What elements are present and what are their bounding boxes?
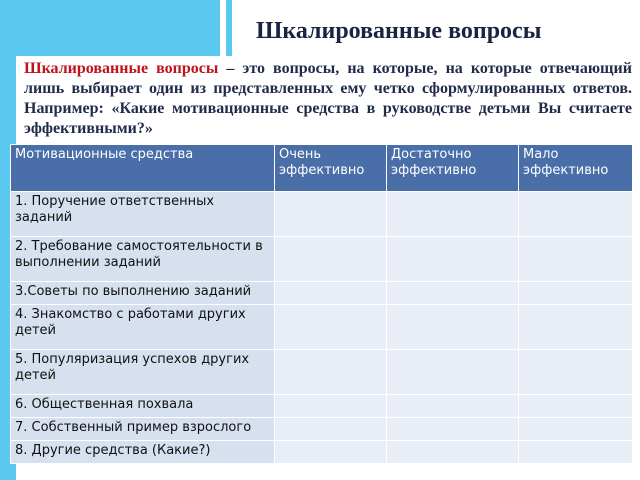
accent-divider <box>220 0 226 56</box>
slide-title: Шкалированные вопросы <box>256 18 542 44</box>
answer-cell-little-effective[interactable] <box>519 418 633 441</box>
answer-cell-fairly-effective[interactable] <box>387 282 519 305</box>
header-very-effective: Очень эффективно <box>275 145 387 192</box>
header-little-effective: Мало эффективно <box>519 145 633 192</box>
intro-text: – это вопросы, на которые, на которые отвечающий лишь выбирает один из представленных ему четко сформулированных ответов. Например: «Какие мотивационные средства в руководстве детьми Вы считаете эффективными?» <box>24 60 632 137</box>
table-row <box>11 237 633 282</box>
accent-bar-top <box>0 0 232 56</box>
row-label: 7. Собственный пример взрослого <box>11 418 275 441</box>
answer-cell-little-effective[interactable] <box>519 237 633 282</box>
table-row <box>11 192 633 237</box>
row-label: 8. Другие средства (Какие?) <box>11 441 275 464</box>
header-means: Мотивационные средства <box>11 145 275 192</box>
answer-cell-very-effective[interactable] <box>275 237 387 282</box>
table-row <box>11 282 633 305</box>
answer-cell-very-effective[interactable] <box>275 192 387 237</box>
answer-cell-little-effective[interactable] <box>519 305 633 350</box>
answer-cell-fairly-effective[interactable] <box>387 192 519 237</box>
table-row <box>11 441 633 464</box>
answer-cell-fairly-effective[interactable] <box>387 441 519 464</box>
answer-cell-fairly-effective[interactable] <box>387 237 519 282</box>
table-header-row <box>11 145 633 192</box>
answer-cell-very-effective[interactable] <box>275 282 387 305</box>
header-fairly-effective: Достаточно эффективно <box>387 145 519 192</box>
row-label: 5. Популяризация успехов других детей <box>11 350 275 395</box>
answer-cell-fairly-effective[interactable] <box>387 418 519 441</box>
table-row <box>11 395 633 418</box>
answer-cell-very-effective[interactable] <box>275 350 387 395</box>
intro-term: Шкалированные вопросы <box>24 60 219 77</box>
answer-cell-fairly-effective[interactable] <box>387 305 519 350</box>
answer-cell-little-effective[interactable] <box>519 395 633 418</box>
intro-paragraph <box>24 59 632 139</box>
answer-cell-little-effective[interactable] <box>519 192 633 237</box>
answer-cell-fairly-effective[interactable] <box>387 350 519 395</box>
row-label: 3.Советы по выполнению заданий <box>11 282 275 305</box>
row-label: 6. Общественная похвала <box>11 395 275 418</box>
answer-cell-very-effective[interactable] <box>275 418 387 441</box>
table-row <box>11 305 633 350</box>
answer-cell-very-effective[interactable] <box>275 395 387 418</box>
table-row <box>11 418 633 441</box>
survey-table <box>10 144 633 464</box>
row-label: 1. Поручение ответственных заданий <box>11 192 275 237</box>
answer-cell-very-effective[interactable] <box>275 305 387 350</box>
answer-cell-little-effective[interactable] <box>519 350 633 395</box>
row-label: 4. Знакомство с работами других детей <box>11 305 275 350</box>
answer-cell-little-effective[interactable] <box>519 441 633 464</box>
answer-cell-fairly-effective[interactable] <box>387 395 519 418</box>
row-label: 2. Требование самостоятельности в выполнении заданий <box>11 237 275 282</box>
survey-table-container <box>10 144 632 474</box>
table-row <box>11 350 633 395</box>
answer-cell-very-effective[interactable] <box>275 441 387 464</box>
answer-cell-little-effective[interactable] <box>519 282 633 305</box>
